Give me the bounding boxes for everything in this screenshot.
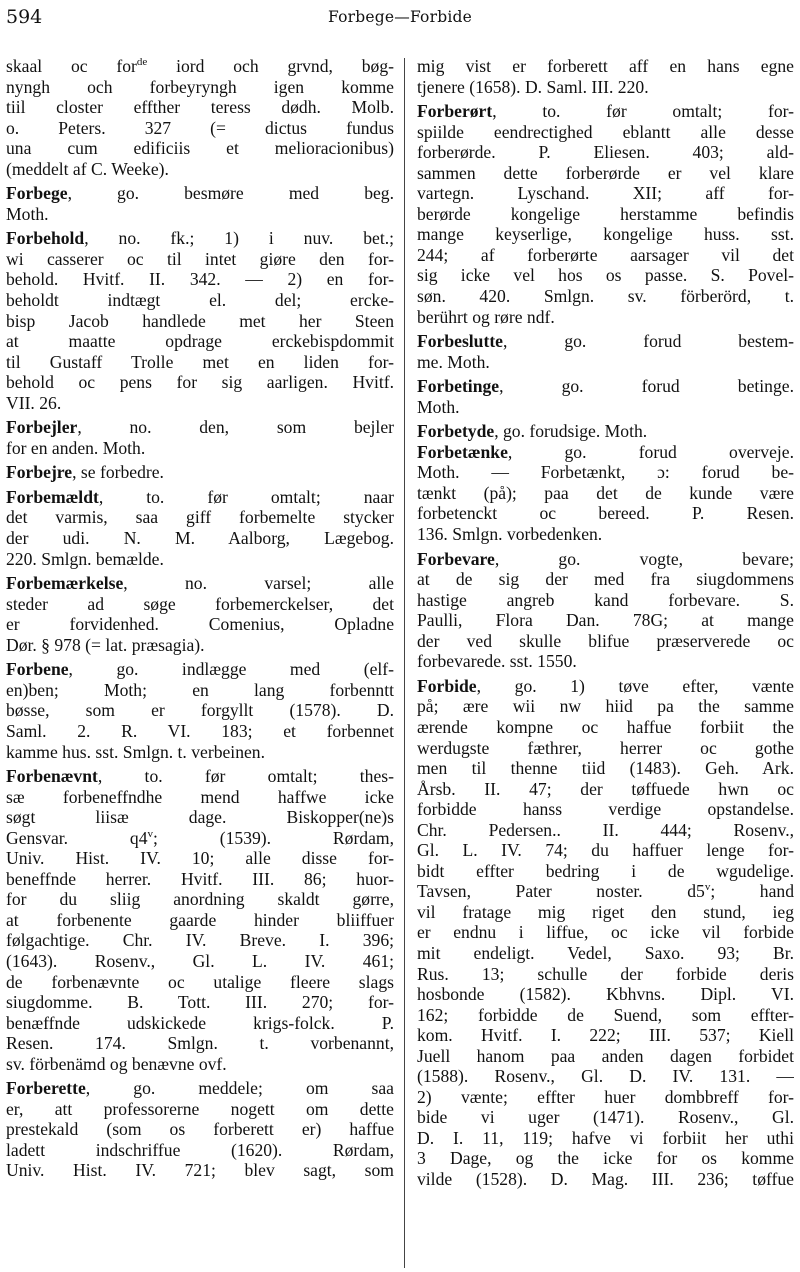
entry-text: der udi. N. M. Aalborg, Lægebog. <box>6 528 394 549</box>
text-line <box>417 881 794 902</box>
text-line <box>417 1066 794 1087</box>
text-line <box>6 700 394 721</box>
text-line <box>6 549 394 570</box>
entry-text: det varmis, saa giff forbemelte stycker <box>6 507 394 528</box>
entry-headword: Forberørt <box>417 101 493 122</box>
entry-text: spiilde eendrectighed eblantt alle desse <box>417 121 794 142</box>
entry-text: en)ben; Moth; en lang forbenntt <box>6 679 394 700</box>
entry-text: bide vi uger (1471). Rosenv., Gl. <box>417 1107 794 1128</box>
running-head: Forbege—Forbide <box>328 8 472 26</box>
entry-text: hastige angreb kand forbevare. S. <box>417 589 794 610</box>
entry-text: , go. forud overveje. <box>507 441 794 462</box>
entry-text: sig icke vel hos os passe. S. Povel- <box>417 265 794 286</box>
entry-text: , no. fk.; 1) i nuv. bet.; <box>84 228 394 249</box>
text-line <box>6 1054 394 1075</box>
entry-text: vartegn. Lyschand. XII; aff for- <box>417 183 794 204</box>
entry-text: forbetenckt oc bereed. P. Resen. <box>417 503 794 524</box>
text-line <box>6 393 394 414</box>
entry-text: kom. Hvitf. I. 222; III. 537; Kiell <box>417 1025 794 1046</box>
entry-text: iord och grvnd, bøg- <box>147 56 394 76</box>
entry-text: o. Peters. 327 (= dictus fundus <box>6 117 394 138</box>
entry-text: beholdt indtægt el. del; ercke- <box>6 290 394 311</box>
text-line <box>417 224 794 245</box>
text-line <box>417 56 794 77</box>
entry-text: ladett indschriffue (1620). Rørdam, <box>6 1139 394 1160</box>
text-line <box>6 1078 394 1099</box>
column-divider <box>404 58 405 1268</box>
entry-text: beneffnde herrer. Hvitf. III. 86; huor- <box>6 868 394 889</box>
entry-text: Juell hanom paa anden dagen forbidet <box>417 1045 794 1066</box>
text-line <box>6 1099 394 1120</box>
text-line <box>417 569 794 590</box>
text-line <box>417 1025 794 1046</box>
entry-text: , no. varsel; alle <box>123 573 394 594</box>
text-line <box>6 787 394 808</box>
entry-headword: Forbemærkelse <box>6 573 124 594</box>
text-line <box>6 848 394 869</box>
text-line <box>6 331 394 352</box>
text-line <box>417 245 794 266</box>
entry-text: vilde (1528). D. Mag. III. 236; tøffue <box>417 1168 794 1189</box>
entry-text: hosbonde (1582). Kbhvns. Dipl. VI. <box>417 984 794 1005</box>
entry-text: Resen. 174. Smlgn. t. vorbenannt, <box>6 1033 394 1054</box>
text-line <box>417 503 794 524</box>
entry-text: wi casserer oc til intet giøre den for- <box>6 248 394 269</box>
text-line <box>6 183 394 204</box>
entry-text: steder ad søge forbemerckelser, det <box>6 593 394 614</box>
text-line <box>417 1005 794 1026</box>
entry-text: tænkt (på); paa det de kunde være <box>417 482 794 503</box>
entry-text: mit endeligt. Vedel, Saxo. 93; Br. <box>417 942 794 963</box>
text-line <box>6 635 394 656</box>
entry-text: me. Moth. <box>417 351 490 372</box>
entry-text: på; ære wii nw hiid pa the samme <box>417 696 794 717</box>
entry-text: mig vist er forberett aff en hans egne <box>417 56 794 76</box>
text-line <box>417 376 794 397</box>
text-line <box>6 138 394 159</box>
text-line <box>417 307 794 328</box>
superscript: de <box>136 56 148 69</box>
text-line <box>417 77 794 98</box>
entry-text: behold oc pens for sig aarligen. Hvitf. <box>6 372 394 393</box>
text-line <box>417 984 794 1005</box>
text-line <box>417 204 794 225</box>
text-line <box>6 97 394 118</box>
entry-text: tjenere (1658). D. Saml. III. 220. <box>417 76 649 97</box>
entry-text: , no. den, som bejler <box>77 417 394 438</box>
text-line <box>6 721 394 742</box>
text-line <box>417 779 794 800</box>
text-line <box>6 869 394 890</box>
entry-text: Univ. Hist. IV. 721; blev sagt, som <box>6 1160 394 1181</box>
right-column <box>417 56 794 1190</box>
entry-text: Univ. Hist. IV. 10; alle disse for- <box>6 848 394 869</box>
text-line <box>417 861 794 882</box>
entry-text: til Gustaff Trolle met en liden for- <box>6 351 394 372</box>
entry-text: Gl. L. IV. 74; du haffuer lenge for- <box>417 840 794 861</box>
text-line <box>417 331 794 352</box>
text-line <box>6 1160 394 1181</box>
text-line <box>6 352 394 373</box>
entry-headword: Forbege <box>6 183 68 204</box>
entry-text: Chr. Pedersen.. II. 444; Rosenv., <box>417 819 794 840</box>
text-line <box>6 118 394 139</box>
entry-text: ; hand <box>710 881 794 902</box>
entry-text: 162; forbidde de Suend, som effter- <box>417 1004 794 1025</box>
text-line <box>417 286 794 307</box>
text-line <box>417 1128 794 1149</box>
text-line <box>417 651 794 672</box>
entry-headword: Forbenævnt <box>6 766 98 787</box>
text-line <box>417 549 794 570</box>
entry-text: er, att professorerne nogett om dette <box>6 1098 394 1119</box>
text-line <box>417 1169 794 1190</box>
text-line <box>417 758 794 779</box>
entry-text: forberørde. P. Eliesen. 403; ald- <box>417 142 794 163</box>
text-line <box>6 462 394 483</box>
entry-text: , to. før omtalt; naar <box>98 486 394 507</box>
entry-text: , to. før omtalt; for- <box>492 101 794 122</box>
text-line <box>417 1046 794 1067</box>
text-line <box>6 659 394 680</box>
entry-text: una cum edificiis et melioracionibus) <box>6 138 394 159</box>
superscript: v <box>704 881 711 894</box>
text-line <box>6 766 394 787</box>
entry-headword: Forbene <box>6 659 69 680</box>
page-header <box>0 6 800 34</box>
text-line <box>417 265 794 286</box>
entry-text: Tavsen, Pater noster. d5 <box>417 881 705 902</box>
entry-headword: Forbide <box>417 675 477 696</box>
text-line <box>417 820 794 841</box>
entry-text: ; (1539). Rørdam, <box>153 827 394 848</box>
text-line <box>417 922 794 943</box>
entry-text: tiil closter effther teress dødh. Molb. <box>6 97 394 118</box>
text-line <box>417 738 794 759</box>
text-line <box>417 1148 794 1169</box>
text-line <box>6 1140 394 1161</box>
entry-headword: Forbetyde <box>417 421 495 442</box>
text-line <box>6 573 394 594</box>
entry-text: , go. meddele; om saa <box>85 1078 394 1099</box>
entry-text: 3 Dage, og the icke for os komme <box>417 1148 794 1169</box>
text-line <box>417 483 794 504</box>
entry-headword: Forbemældt <box>6 486 99 507</box>
text-line <box>417 590 794 611</box>
entry-text: sæ forbeneffndhe mend haffwe icke <box>6 786 394 807</box>
entry-text: behold. Hvitf. II. 342. — 2) en for- <box>6 269 394 290</box>
text-line <box>6 930 394 951</box>
entry-text: 220. Smlgn. bemælde. <box>6 548 164 569</box>
entry-text: forbidde hanss verdige opstandelse. <box>417 799 794 820</box>
entry-text: bidt effter bedring i de wgudelige. <box>417 860 794 881</box>
text-line <box>6 742 394 763</box>
text-line <box>6 528 394 549</box>
text-line <box>417 964 794 985</box>
text-line <box>417 676 794 697</box>
entry-text: Moth. <box>417 396 460 417</box>
entry-text: VII. 26. <box>6 392 62 413</box>
entry-headword: Forbejler <box>6 417 78 438</box>
entry-text: mange keyserlige, kongelige huss. sst. <box>417 224 794 245</box>
entry-text: for en anden. Moth. <box>6 437 146 458</box>
text-line <box>6 438 394 459</box>
text-line <box>6 807 394 828</box>
entry-text: , to. før omtalt; thes- <box>97 766 394 787</box>
text-line <box>6 417 394 438</box>
text-line <box>6 951 394 972</box>
entry-text: at maatte opdrage erckebispdommit <box>6 331 394 352</box>
entry-text: Paulli, Flora Dan. 78G; at mange <box>417 610 794 631</box>
entry-text: at de sig der med fra siugdommens <box>417 569 794 590</box>
entry-text: prestekald (som os forberett er) haffue <box>6 1119 394 1140</box>
text-line <box>6 910 394 931</box>
entry-headword: Forbehold <box>6 228 85 249</box>
entry-text: skaal oc for <box>6 56 137 76</box>
entry-text: , go. besmøre med beg. <box>67 183 394 204</box>
entry-text: berührt og røre ndf. <box>417 306 555 327</box>
entry-text: der ved skulle blifue præserverede oc <box>417 630 794 651</box>
entry-text: Moth. — Forbetænkt, ɔ: forud be- <box>417 462 794 483</box>
entry-text: siugdomme. B. Tott. III. 270; for- <box>6 992 394 1013</box>
text-line <box>417 524 794 545</box>
text-line <box>6 290 394 311</box>
superscript: v <box>147 827 154 840</box>
text-line <box>417 163 794 184</box>
text-line <box>6 680 394 701</box>
entry-text: følgachtige. Chr. IV. Breve. I. 396; <box>6 930 394 951</box>
text-line <box>417 902 794 923</box>
text-line <box>6 249 394 270</box>
text-line <box>6 828 394 849</box>
text-line <box>6 204 394 225</box>
entry-text: werdugste fæthrer, herrer oc gothe <box>417 737 794 758</box>
text-line <box>417 696 794 717</box>
entry-text: ærende kompne oc haffue forbiit the <box>417 716 794 737</box>
text-line <box>6 614 394 635</box>
entry-text: (1643). Rosenv., Gl. L. IV. 461; <box>6 950 394 971</box>
text-line <box>6 507 394 528</box>
text-line <box>417 717 794 738</box>
text-line <box>417 840 794 861</box>
text-line <box>417 610 794 631</box>
text-line <box>6 77 394 98</box>
entry-text: kamme hus. sst. Smlgn. t. verbeinen. <box>6 741 265 762</box>
text-line <box>6 487 394 508</box>
text-line <box>417 421 794 442</box>
text-line <box>6 972 394 993</box>
text-line <box>417 1087 794 1108</box>
entry-text: de forbenævnte oc utalige fleere slags <box>6 971 394 992</box>
text-line <box>6 594 394 615</box>
text-line <box>417 142 794 163</box>
text-line <box>6 372 394 393</box>
text-line <box>417 101 794 122</box>
left-column <box>6 56 394 1181</box>
entry-headword: Forberette <box>6 1078 86 1099</box>
entry-text: (meddelt af C. Weeke). <box>6 158 169 179</box>
entry-text: berørde kongelige herstamme befindis <box>417 203 794 224</box>
entry-text: sv. förbenämd og benævne ovf. <box>6 1053 227 1074</box>
text-line <box>417 397 794 418</box>
text-line <box>6 1013 394 1034</box>
text-line <box>417 1107 794 1128</box>
entry-text: Gensvar. q4 <box>6 827 148 848</box>
entry-text: men til thenne tiid (1483). Geh. Ark. <box>417 758 794 779</box>
entry-text: at forbenente gaarde hinder bliiffuer <box>6 909 394 930</box>
text-line <box>6 56 394 77</box>
entry-text: Moth. <box>6 203 49 224</box>
entry-text: 136. Smlgn. vorbedenken. <box>417 524 603 545</box>
text-line <box>6 159 394 180</box>
text-line <box>417 352 794 373</box>
entry-text: Saml. 2. R. VI. 183; et forbennet <box>6 720 394 741</box>
entry-text: , go. forud betinge. <box>499 376 794 397</box>
text-line <box>6 1119 394 1140</box>
entry-text: (1588). Rosenv., Gl. D. IV. 131. — <box>417 1066 794 1087</box>
entry-headword: Forbetinge <box>417 376 500 397</box>
entry-text: , go. 1) tøve efter, vænte <box>476 675 794 696</box>
entry-text: bøsse, som er forgyllt (1578). D. <box>6 700 394 721</box>
text-line <box>6 889 394 910</box>
text-line <box>417 799 794 820</box>
entry-text: nyngh och forbeyryngh igen komme <box>6 76 394 97</box>
text-line <box>6 311 394 332</box>
text-line <box>417 943 794 964</box>
entry-text: er forvidenhed. Comenius, Opladne <box>6 614 394 635</box>
entry-text: sammen dette forberørde er vel klare <box>417 162 794 183</box>
entry-text: , go. forudsige. Moth. <box>494 421 648 442</box>
entry-headword: Forbevare <box>417 548 495 569</box>
text-line <box>6 992 394 1013</box>
entry-text: benæffnde udskickede krigs-folck. P. <box>6 1012 394 1033</box>
entry-text: er endnu i liffue, oc icke vil forbide <box>417 922 794 943</box>
entry-text: , go. forud bestem- <box>503 331 794 352</box>
text-line <box>6 1033 394 1054</box>
text-line <box>417 442 794 463</box>
text-line <box>417 631 794 652</box>
page-number: 594 <box>6 6 43 28</box>
entry-text: søgt liisæ dage. Biskopper(ne)s <box>6 807 394 828</box>
entry-text: vil fratage mig riget den stund, ieg <box>417 901 794 922</box>
text-line <box>417 183 794 204</box>
entry-headword: Forbetænke <box>417 441 508 462</box>
text-line <box>6 269 394 290</box>
entry-text: Dør. § 978 (= lat. præsagia). <box>6 634 205 655</box>
entry-text: , go. indlægge med (elf- <box>68 659 394 680</box>
text-line <box>417 122 794 143</box>
entry-headword: Forbejre <box>6 462 73 483</box>
text-line <box>6 228 394 249</box>
entry-text: , go. vogte, bevare; <box>494 548 794 569</box>
entry-text: for du sliig anordning skaldt gørre, <box>6 889 394 910</box>
entry-headword: Forbeslutte <box>417 331 503 352</box>
text-line <box>417 462 794 483</box>
entry-text: bisp Jacob handlede met her Steen <box>6 310 394 331</box>
entry-text: Årsb. II. 47; der tøffuede hwn oc <box>417 778 794 799</box>
entry-text: Rus. 13; schulle der forbide deris <box>417 963 794 984</box>
entry-text: 2) vænte; effter huer dombbreff for- <box>417 1086 794 1107</box>
entry-text: D. I. 11, 119; hafve vi forbiit her uthi <box>417 1127 794 1148</box>
entry-text: , se forbedre. <box>72 462 164 483</box>
entry-text: søn. 420. Smlgn. sv. förberörd, t. <box>417 286 794 307</box>
entry-text: forbevarede. sst. 1550. <box>417 651 577 672</box>
entry-text: 244; af forberørte aarsager vil det <box>417 244 794 265</box>
